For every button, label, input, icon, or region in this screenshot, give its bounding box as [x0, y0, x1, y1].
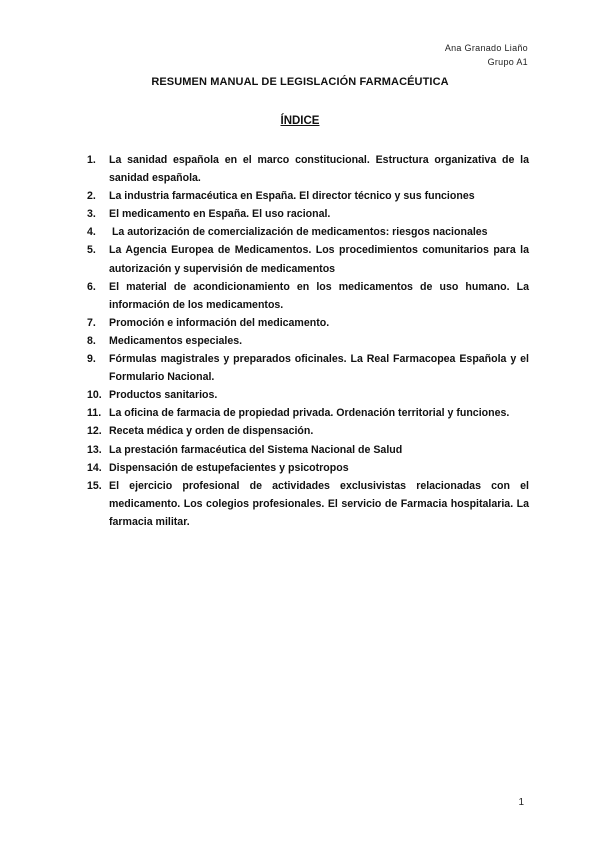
page-number: 1 [518, 797, 524, 808]
toc-item [87, 223, 529, 241]
toc-item-text: La Agencia Europea de Medicamentos. Los procedimientos comunitarios para la autorización y supervisión de medicamentos [109, 244, 529, 275]
toc-item [87, 477, 529, 531]
toc-item-text: Receta médica y orden de dispensación. [109, 425, 314, 438]
toc-item-text: La industria farmacéutica en España. El director técnico y sus funciones [109, 190, 475, 203]
document-title: RESUMEN MANUAL DE LEGISLACIÓN FARMACÉUTICA [151, 76, 449, 88]
toc-item [87, 422, 529, 440]
toc-item [87, 187, 529, 205]
toc-item [87, 241, 529, 277]
page-header [445, 41, 528, 69]
toc-item-number: 7. [87, 316, 96, 329]
toc-item-number: 6. [87, 280, 96, 293]
toc-item-number: 4. [87, 226, 96, 239]
toc-item [87, 205, 529, 223]
toc-item-text: La oficina de farmacia de propiedad privada. Ordenación territorial y funciones. [109, 407, 510, 420]
toc-item [87, 332, 529, 350]
toc-item-text: La autorización de comercialización de medicamentos: riesgos nacionales [109, 226, 488, 239]
toc-item-text: Medicamentos especiales. [109, 334, 243, 347]
toc-item-number: 13. [87, 443, 102, 456]
toc-item-text: Fórmulas magistrales y preparados oficinales. La Real Farmacopea Española y el Formulario Nacional. [109, 353, 529, 384]
toc-item [87, 151, 529, 187]
toc-item-number: 3. [87, 208, 96, 221]
toc-item-text: Promoción e información del medicamento. [109, 316, 330, 329]
table-of-contents [87, 151, 529, 531]
toc-item-text: La sanidad española en el marco constitucional. Estructura organizativa de la sanidad española. [109, 154, 529, 185]
toc-item-number: 15. [87, 479, 102, 492]
toc-item-text: Productos sanitarios. [109, 389, 218, 402]
author-name: Ana Granado Liaño [444, 43, 528, 53]
toc-item-number: 1. [87, 154, 96, 166]
toc-item-text: La prestación farmacéutica del Sistema Nacional de Salud [109, 443, 403, 456]
toc-item-number: 8. [87, 334, 96, 347]
toc-item-text: Dispensación de estupefacientes y psicotropos [109, 461, 349, 474]
toc-item [87, 459, 529, 477]
toc-item [87, 278, 529, 314]
toc-item-number: 11. [87, 407, 102, 420]
index-heading: ÍNDICE [280, 115, 320, 127]
toc-item-number: 14. [87, 461, 102, 474]
toc-item-text: El material de acondicionamiento en los medicamentos de uso humano. La información de los medicamentos. [109, 280, 529, 311]
toc-item [87, 350, 529, 386]
group-label: Grupo A1 [487, 57, 528, 67]
toc-item [87, 441, 529, 459]
toc-item [87, 404, 529, 422]
toc-item-text: El medicamento en España. El uso racional. [109, 208, 331, 221]
toc-item [87, 314, 529, 332]
toc-item-number: 5. [87, 244, 96, 257]
toc-item-number: 10. [87, 389, 102, 402]
toc-item-text: El ejercicio profesional de actividades exclusivistas relacionadas con el medicamento. Los colegios profesionales. El servicio de Farmacia hospitalaria. La farmacia militar. [109, 479, 529, 528]
toc-item [87, 386, 529, 404]
toc-item-number: 12. [87, 425, 102, 438]
toc-item-number: 9. [87, 353, 96, 366]
toc-item-number: 2. [87, 190, 96, 203]
